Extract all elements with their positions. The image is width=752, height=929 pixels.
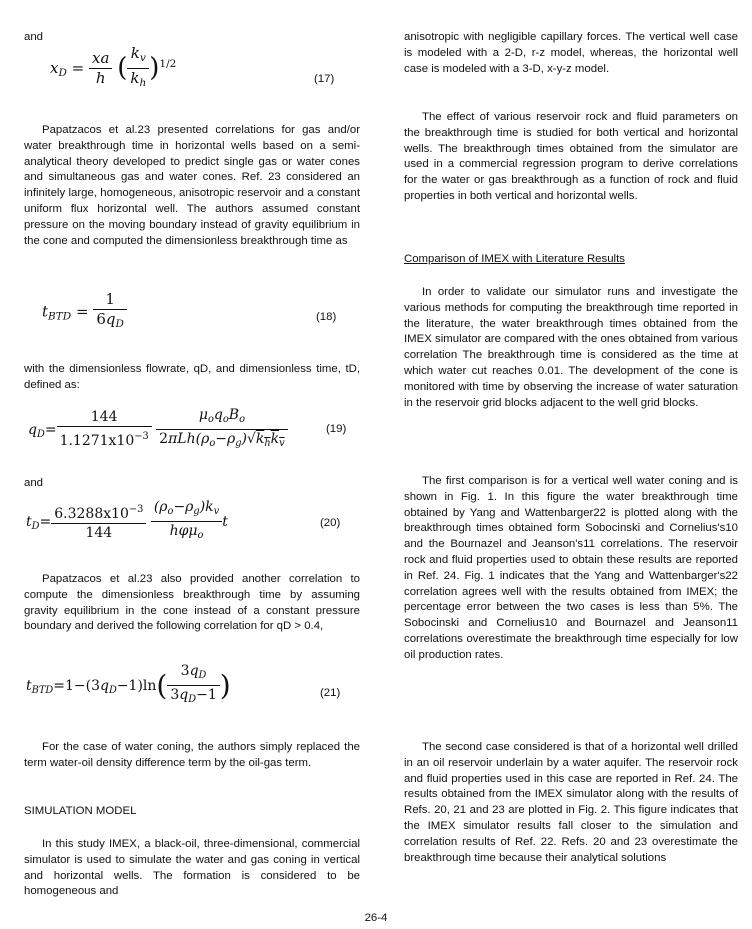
paragraph-effect: The effect of various reservoir rock and fluid parameters on the breakthrough time is studied for both vertical and horizontal wells. The breakthrough times obtained from the simulator are used in a commercial regression program to derive correlations for the water or gas breakthrough as a function of rock and fluid properties in both vertical and horizontal wells. xyxy=(404,111,738,202)
text-and-2: and xyxy=(24,477,44,489)
paragraph-validate: In order to validate our simulator runs and investigate the various methods for computing the breakthrough time reported in the literature, the water breakthrough times obtained from the IMEX simulator are compared with the ones obtained from various correlation The breakthrough time is considered as the time at which water cut reaches 0.01. The development of the cone is monitored with time by observing the increase of water saturation in the reservoir grid blocks adjacent to the well grid blocks. xyxy=(404,286,738,409)
equation-21-number: (21) xyxy=(320,687,341,699)
equation-20: $t_D=$ $\frac{6.3288x10^{-3}}{144}$ $\frac{(\rho_o-\rho_g)k_v}{h\varphi\mu_o}$ t xyxy=(26,499,228,542)
equation-19: $q_D=$ $\frac{144}{1.1271x10^{-3}}$ $\frac{\mu_oq_oB_o}{2\pi Lh(\rho_o-\rho_g)√k_hk_v}$ xyxy=(28,408,288,452)
equation-18-number: (18) xyxy=(316,311,337,323)
equation-20-number: (20) xyxy=(320,517,341,529)
paragraph-dimensionless: with the dimensionless flowrate, qD, and dimensionless time, tD, defined as: xyxy=(24,363,360,391)
heading-comparison: Comparison of IMEX with Literature Results xyxy=(404,253,625,265)
equation-21: $t_{BTD}=1-(3q_D-1)\ln$( $\frac{3q_D}{3q_D-1}$ ) xyxy=(26,663,231,705)
equation-19-number: (19) xyxy=(326,423,347,435)
paragraph-water-coning: For the case of water coning, the authors simply replaced the term water-oil density difference term by the oil-gas term. xyxy=(24,741,360,769)
heading-simulation-model: SIMULATION MODEL xyxy=(24,805,137,817)
text-and-1: and xyxy=(24,31,44,43)
paragraph-simulation-model: In this study IMEX, a black-oil, three-dimensional, commercial simulator is used to simulate the water and gas coning in vertical and horizontal wells. The formation is considered to be homogeneous and xyxy=(24,838,360,898)
equation-18: $t_{BTD}$ = $\frac{1}{6q_D}$ xyxy=(42,292,127,333)
paragraph-second-case: The second case considered is that of a horizontal well drilled in an oil reservoir underlain by a water aquifer. The reservoir rock and fluid properties used in this case are reported in Ref. 24. The results obtained from the IMEX simulator along with the results of Refs. 20, 21 and 23 are plotted in Fig. 2. This figure indicates that the IMEX simulator results fall closer to the simulation and correlation results of Ref. 22. Refs. 20 and 23 overestimate the breakthrough time because their analytical solutions xyxy=(404,741,738,864)
paragraph-papatzacos: Papatzacos et al.23 presented correlations for gas and/or water breakthrough time in horizontal wells based on a semi-analytical theory developed to predict single gas or water cones and simultaneous gas and water cones. Ref. 23 considered an infinitely large, homogeneous, anisotropic reservoir and a constant uniform flux horizontal well. The authors assumed constant pressure on the moving boundary instead of gravity equilibrium in the cone and computed the dimensionless breakthrough time as xyxy=(24,124,360,247)
page-number: 26-4 xyxy=(364,912,388,924)
paragraph-first-comparison: The first comparison is for a vertical well water coning and is shown in Fig. 1. In this figure the water breakthrough time obtained by Yang and Wattenbarger22 is plotted along with the breakthrough times obtained form Sobocinski and Cornelius's10 and the Bournazel and Jeanson's11 correlations. The reservoir rock and fluid properties used to obtain these results are reported in Ref. 24. Fig. 1 indicates that the Yang and Wattenbarger's22 correlation agrees well with the results obtained from IMEX; the percentage error between the two cases is less than 5%. The Sobocinski and Cornelius10 and Bournazel and Jeanson11 correlations overestimate the breakthrough time especially for low oil production rates. xyxy=(404,475,738,661)
equation-17: $x_D$ = $\frac{xa}{h}$ ( $\frac{k_v}{k_h}$ )$^{1/2}$ xyxy=(50,44,177,89)
equation-17-number: (17) xyxy=(314,73,335,85)
paragraph-anisotropic: anisotropic with negligible capillary forces. The vertical well case is modeled with a 2-D, r-z model, whereas, the horizontal well case is modeled with a 3-D, x-y-z model. xyxy=(404,31,738,75)
paragraph-gravity-equilibrium: Papatzacos et al.23 also provided another correlation to compute the dimensionless breakthrough time by assuming gravity equilibrium in the cone instead of a constant pressure boundary and derived the following correlation for qD > 0.4, xyxy=(24,573,360,633)
